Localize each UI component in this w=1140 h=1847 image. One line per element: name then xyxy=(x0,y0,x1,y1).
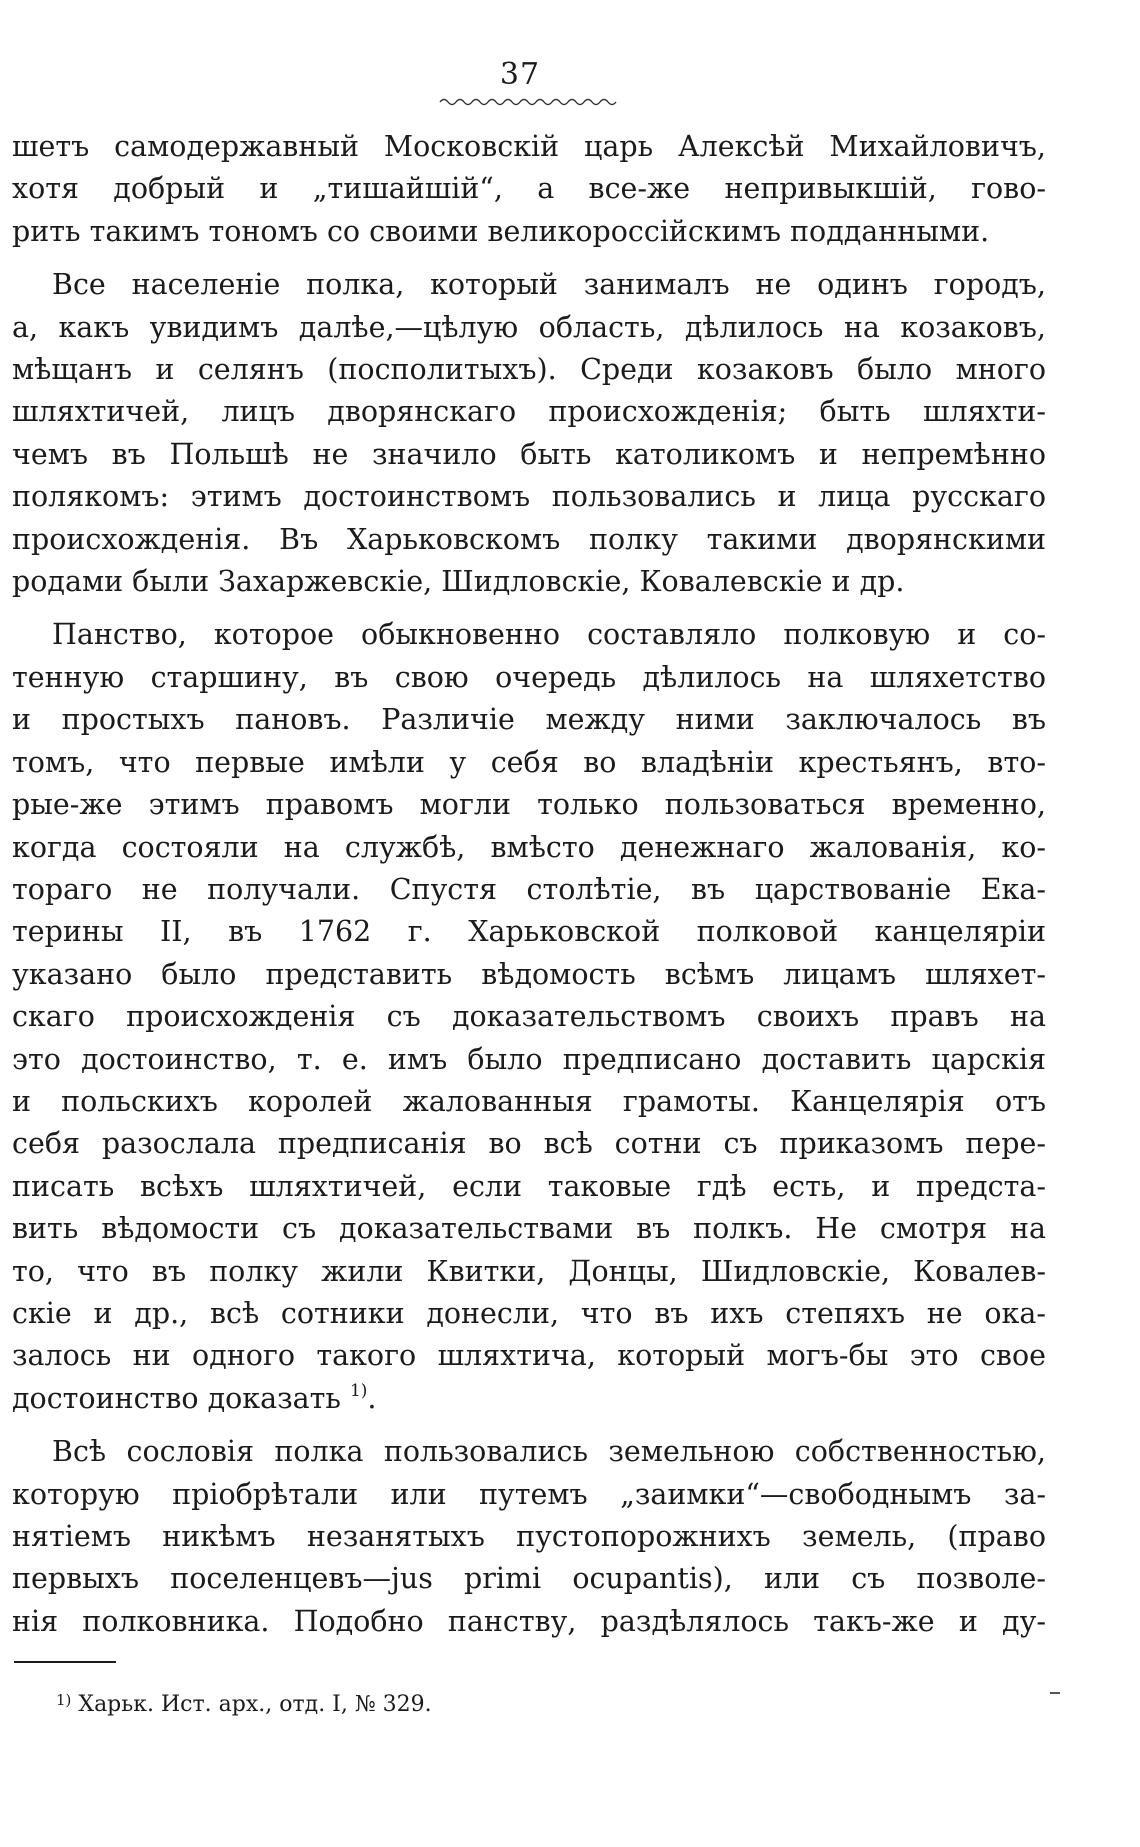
text-line: себя разослала предписанія во всѣ сотни съ приказомъ пере- xyxy=(12,1127,1046,1161)
text-line: хотя добрый и „тишайшій“, а все-же непривыкшій, гово- xyxy=(12,172,1046,206)
paragraph-2 xyxy=(12,264,1046,603)
text-line: залось ни одного такого шляхтича, который могъ-бы это свое xyxy=(12,1339,1046,1373)
text-line: которую пріобрѣтали или путемъ „заимки“—свободнымъ за- xyxy=(12,1477,1046,1511)
text-line: томъ, что первые имѣли у себя во владѣніи крестьянъ, вто- xyxy=(12,745,1046,779)
text-line: и польскихъ королей жалованныя грамоты. Канцелярія отъ xyxy=(12,1084,1046,1118)
text-line: происхожденія. Въ Харьковскомъ полку такими дворянскими xyxy=(12,522,1046,556)
footnote-divider xyxy=(14,1661,116,1663)
page-number-ornament xyxy=(438,96,618,108)
text-line: а, какъ увидимъ далѣе,—цѣлую область, дѣлилось на козаковъ, xyxy=(12,310,1046,344)
text-line: терины II, въ 1762 г. Харьковской полковой канцеляріи xyxy=(12,915,1046,949)
text-line: когда состояли на службѣ, вмѣсто денежнаго жалованія, ко- xyxy=(12,830,1046,864)
paragraph-1 xyxy=(12,126,1046,253)
text-line: и простыхъ пановъ. Различіе между ними заключалось въ xyxy=(12,703,1046,737)
text-line: вить вѣдомости съ доказательствами въ полкъ. Не смотря на xyxy=(12,1212,1046,1246)
text-line: шетъ самодержавный Московскій царь Алексѣй Михайловичъ, xyxy=(12,130,1046,163)
text-line: Все населеніе полка, который занималъ не одинъ городъ, xyxy=(52,268,1046,302)
text-line: нія полковника. Подобно панству, раздѣлялось такъ-же и ду- xyxy=(12,1604,1046,1638)
text-line: первыхъ поселенцевъ—jus primi ocupantis), или съ позволе- xyxy=(12,1562,1046,1596)
text-line: чемъ въ Польшѣ не значило быть католикомъ и непремѣнно xyxy=(12,437,1046,471)
text-line: мѣщанъ и селянъ (посполитыхъ). Среди козаковъ было много xyxy=(12,353,1046,387)
text-line: родами были Захаржевскіе, Шидловскіе, Ковалевскіе и др. xyxy=(12,565,905,599)
footnote-reference: 1) xyxy=(349,1380,368,1401)
text-line: писать всѣхъ шляхтичей, если таковые гдѣ есть, и предста- xyxy=(12,1169,1046,1203)
text-line: тенную старшину, въ свою очередь дѣлилось на шляхетство xyxy=(12,660,1046,694)
body-text xyxy=(12,126,1046,1643)
text-line: скаго происхожденія съ доказательствомъ своихъ правъ на xyxy=(12,1000,1046,1034)
text-line: это достоинство, т. е. имъ было предписано доставить царскія xyxy=(12,1042,1046,1076)
text-line: полякомъ: этимъ достоинствомъ пользовались и лица русскаго xyxy=(12,480,1046,514)
footnote xyxy=(56,1686,432,1719)
text-line: Всѣ сословія полка пользовались земельною собственностью, xyxy=(52,1435,1046,1469)
text-line: рые-же этимъ правомъ могли только пользоваться временно, xyxy=(12,788,1046,822)
print-mark xyxy=(1050,1692,1060,1694)
text-line: скіе и др., всѣ сотники донесли, что въ ихъ степяхъ не ока- xyxy=(12,1296,1046,1330)
paragraph-3 xyxy=(12,614,1046,1420)
footnote-marker: 1) xyxy=(56,1691,72,1709)
text-line-with-footnote: достоинство доказать $^{1)}$. xyxy=(12,1380,377,1415)
text-line: то, что въ полку жили Квитки, Донцы, Шидловскіе, Ковалев- xyxy=(12,1254,1046,1288)
text-line: указано было представить вѣдомость всѣмъ лицамъ шляхет- xyxy=(12,957,1046,991)
text-line: тораго не получали. Спустя столѣтіе, въ царствованіе Ека- xyxy=(12,872,1046,906)
text-line: шляхтичей, лицъ дворянскаго происхожденія; быть шляхти- xyxy=(12,395,1046,429)
text-line: достоинство доказать xyxy=(12,1381,341,1415)
text-line: нятіемъ никѣмъ незанятыхъ пустопорожнихъ земель, (право xyxy=(12,1520,1046,1553)
paragraph-4 xyxy=(12,1431,1046,1643)
page-number: 37 xyxy=(499,57,541,92)
footnote-text: Харьк. Ист. арх., отд. I, № 329. xyxy=(78,1692,432,1717)
text-line: рить такимъ тономъ со своими великороссійскимъ подданными. xyxy=(12,214,990,248)
text-line: Панство, которое обыкновенно составляло полковую и со- xyxy=(52,618,1046,652)
